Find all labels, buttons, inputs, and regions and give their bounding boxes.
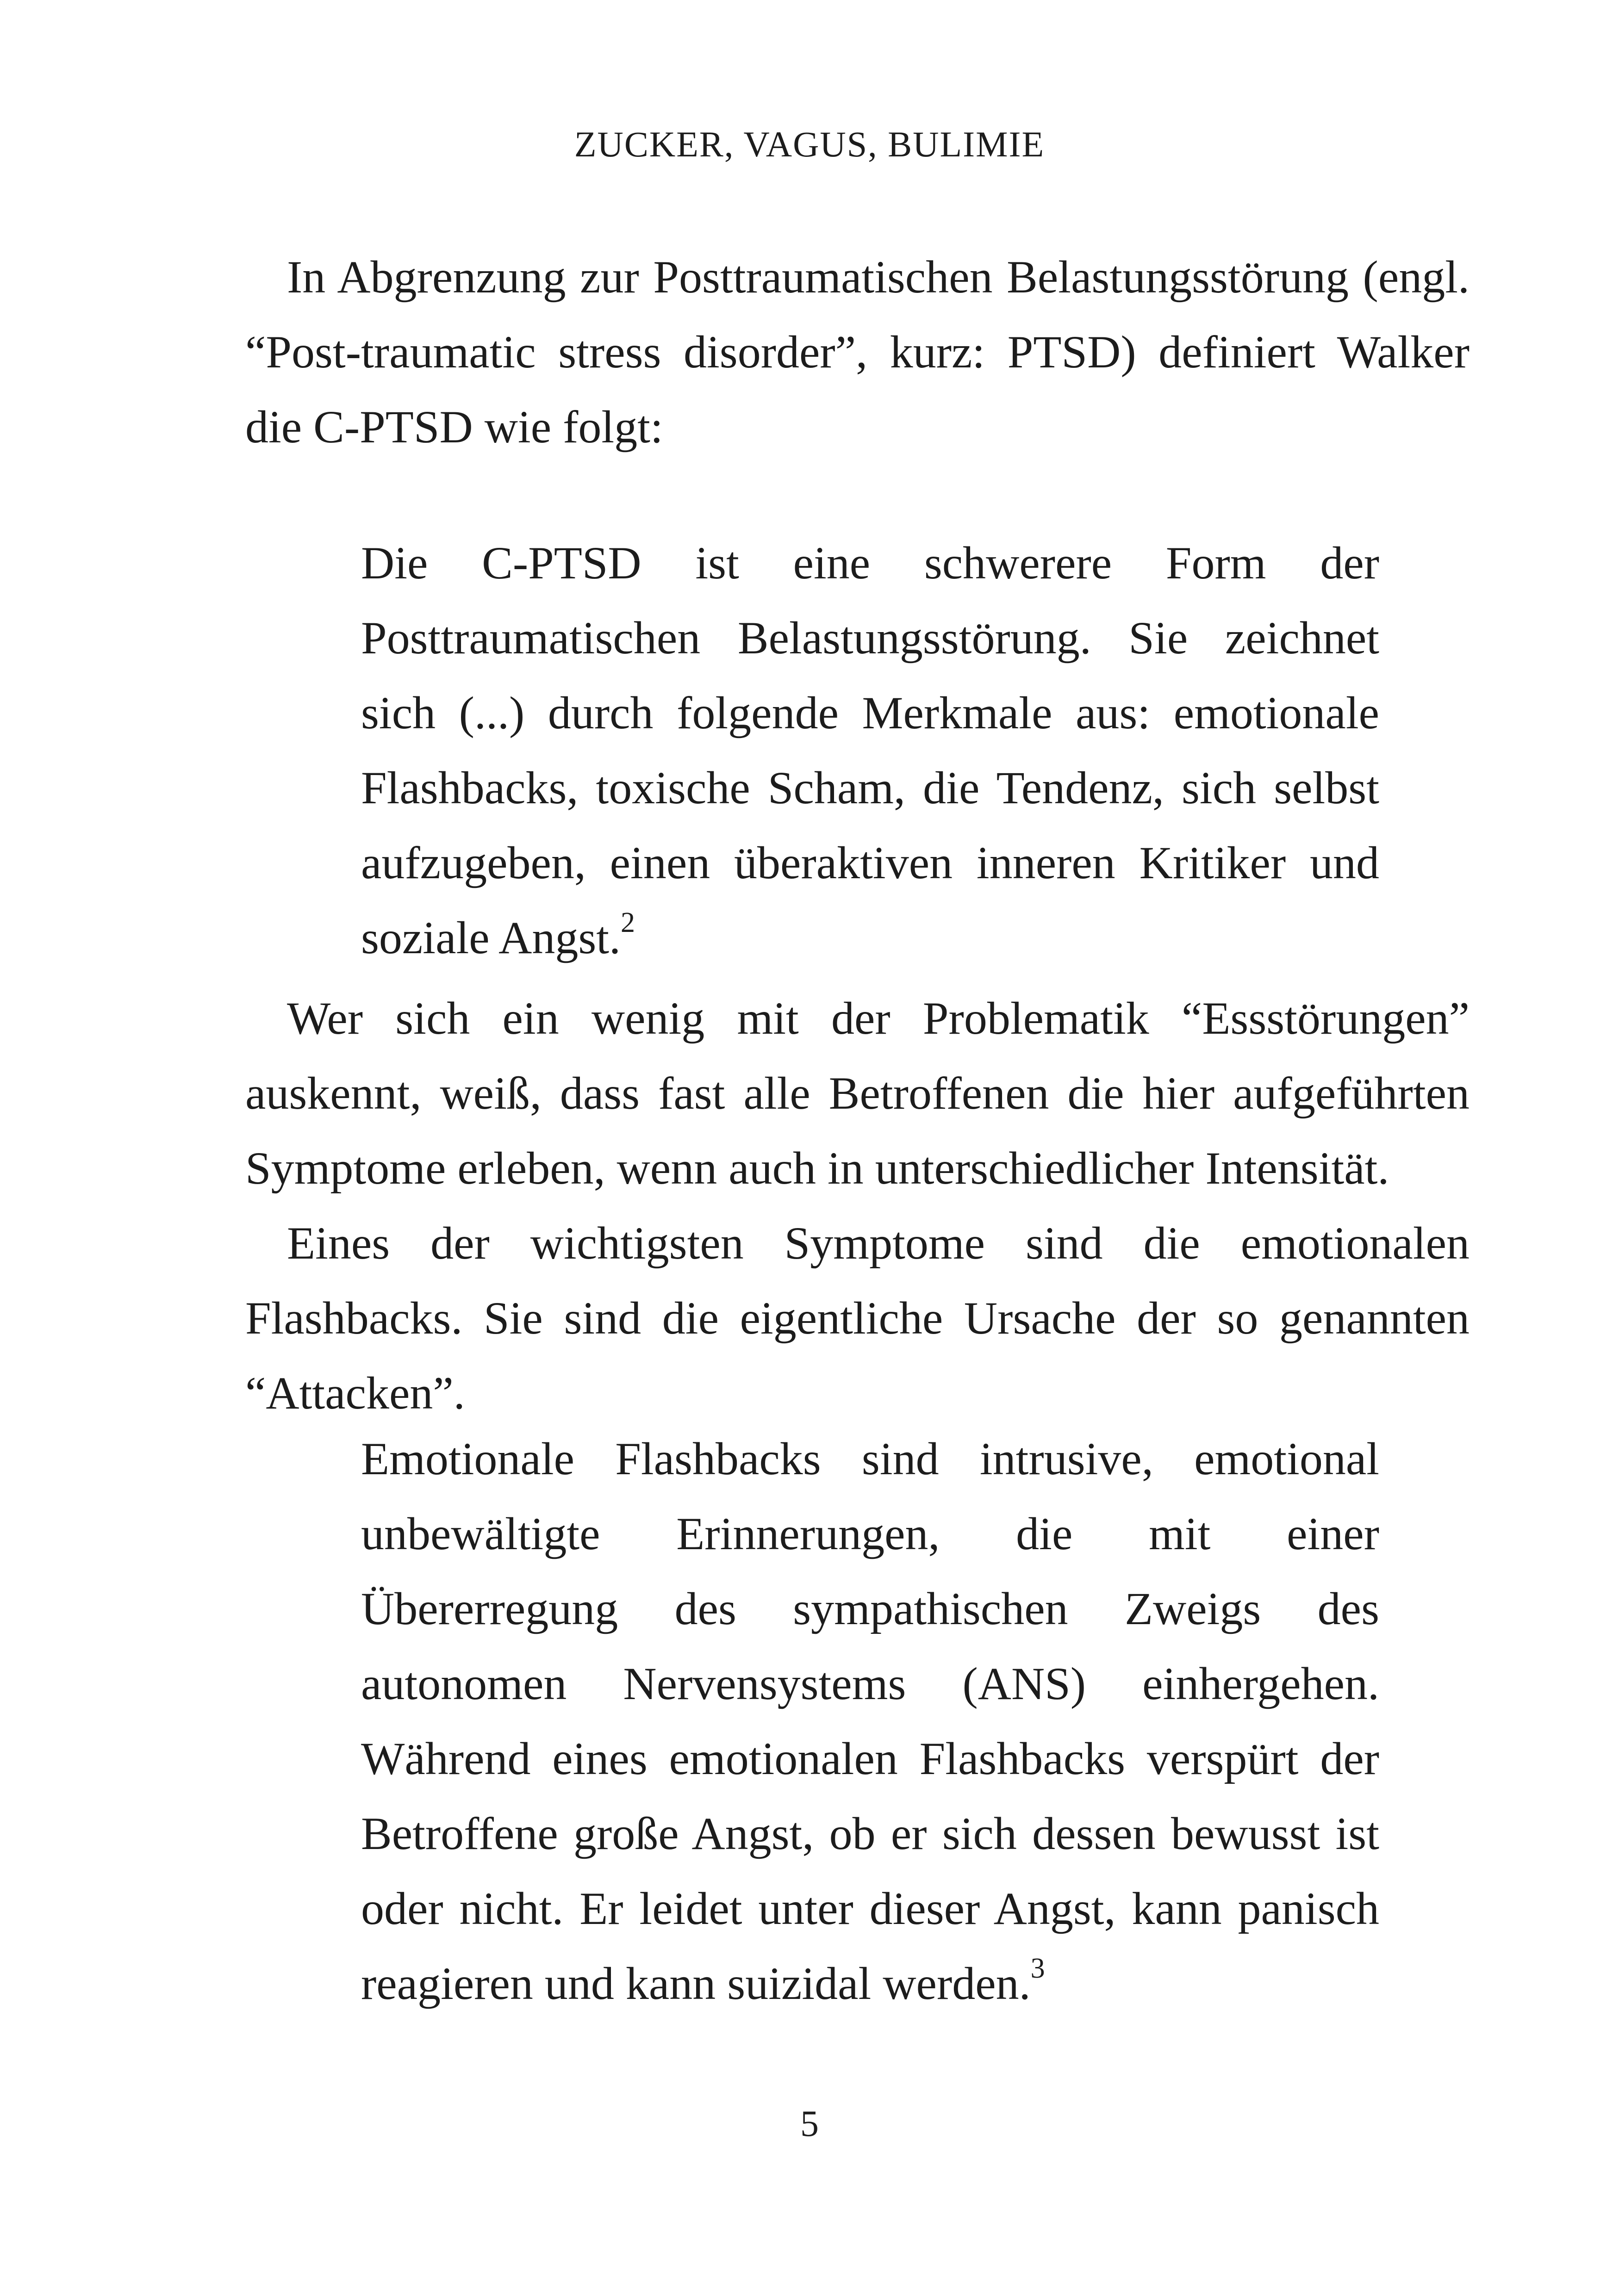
footnote-marker-3: 3 [1030, 1953, 1045, 1984]
paragraph-3: Eines der wichtigsten Symptome sind die emotionalen Flashbacks. Sie sind die eigentliche Ursache der so genannten “Attacken”. [245, 1217, 1470, 1419]
middle-paragraph-block [245, 981, 1470, 1431]
block-quote-1-text: Die C-PTSD ist eine schwerere Form der Posttraumatischen Belastungsstörung. Sie zeichnet sich (...) durch folgende Merkmale aus: emotionale Flashbacks, toxische Scham, die Tendenz, sich selbst aufzugeben, einen überaktiven inneren Kritiker und soziale Angst. [361, 537, 1379, 963]
page-number: 5 [800, 2104, 819, 2144]
intro-paragraph-block [245, 240, 1470, 465]
block-quote-2-text: Emotionale Flashbacks sind intrusive, emotional unbewältigte Erinnerungen, die mit einer Übererregung des sympathischen Zweigs des autonomen Nervensystems (ANS) einhergehen. Während eines emotionalen Flashbacks verspürt der Betroffene große Angst, ob er sich dessen bewusst ist oder nicht. Er leidet unter dieser Angst, kann panisch reagieren und kann suizidal werden. [361, 1433, 1379, 2009]
running-header: ZUCKER, VAGUS, BULIMIE [574, 124, 1045, 164]
paragraph-2: Wer sich ein wenig mit der Problematik “Essstörungen” auskennt, weiß, dass fast alle Betroffenen die hier aufgeführten Symptome erleben, wenn auch in unterschiedlicher Intensität. [245, 993, 1470, 1194]
block-quote-1 [361, 526, 1379, 975]
footnote-marker-2: 2 [621, 907, 635, 938]
block-quote-2 [361, 1421, 1379, 2021]
paragraph-1: In Abgrenzung zur Posttraumatischen Belastungsstörung (engl. “Post-traumatic stress disorder”, kurz: PTSD) definiert Walker die C-PTSD wie folgt: [245, 251, 1470, 453]
